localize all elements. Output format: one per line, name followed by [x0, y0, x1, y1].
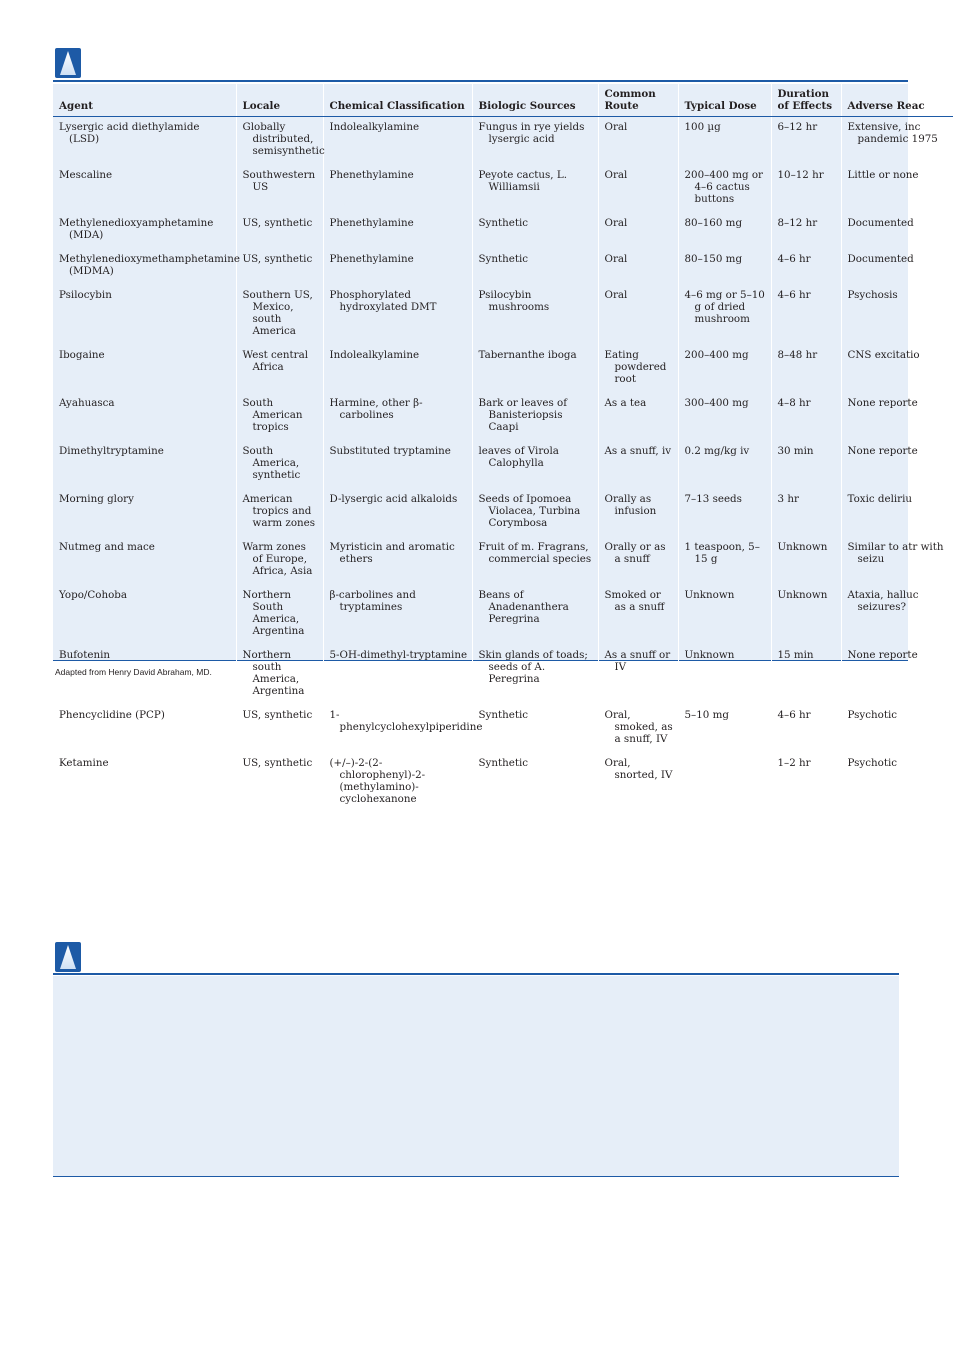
table-row — [53, 753, 953, 813]
table-row — [53, 213, 953, 249]
table-top-rule — [53, 80, 908, 82]
cell-text: Methylenedioxyamphetamine (MDA) — [59, 217, 214, 241]
cell-text: Psilocybin — [59, 289, 112, 301]
cell-text: Oral — [604, 169, 628, 181]
table-cell — [323, 393, 472, 441]
cell-text: Lysergic acid diethylamide (LSD) — [59, 121, 200, 145]
cell-text: Unknown — [684, 649, 735, 661]
cell-text: Little or none — [847, 169, 919, 181]
cell-text: As a tea — [604, 397, 647, 409]
table-cell — [598, 489, 678, 537]
cell-text: Phenethylamine — [329, 253, 414, 265]
table-cell — [678, 489, 771, 537]
table-cell — [841, 537, 953, 585]
table-cell — [53, 537, 236, 585]
table-cell — [236, 249, 323, 285]
cell-text: As a snuff or IV — [604, 649, 671, 673]
cell-text: Morning glory — [59, 493, 134, 505]
table-row — [53, 285, 953, 345]
cell-text: 4–6 hr — [777, 289, 811, 301]
cell-text: 4–8 hr — [777, 397, 811, 409]
cell-text: Similar to atr with seizu — [847, 541, 944, 565]
table-cell — [472, 489, 598, 537]
cell-text: Tabernanthe iboga — [478, 349, 577, 361]
table-cell — [771, 249, 841, 285]
cell-text: Dimethyltryptamine — [59, 445, 164, 457]
cell-text: Synthetic — [478, 757, 529, 769]
table-cell — [678, 345, 771, 393]
table-row — [53, 345, 953, 393]
table-cell — [841, 393, 953, 441]
table-cell — [678, 117, 771, 166]
cell-text: None reporte — [847, 445, 918, 457]
table-cell — [771, 393, 841, 441]
table-cell — [323, 213, 472, 249]
table-cell — [472, 393, 598, 441]
table-cell — [236, 753, 323, 813]
cell-text: 80–160 mg — [684, 217, 743, 229]
cell-text: 4–6 hr — [777, 709, 811, 721]
table-row — [53, 705, 953, 753]
cell-text: Northern south America, Argentina — [242, 649, 305, 697]
table-cell — [678, 393, 771, 441]
cell-text: Seeds of Ipomoea Violacea, Turbina Corymbosa — [478, 493, 581, 529]
cell-text: Mescaline — [59, 169, 113, 181]
cell-text: Unknown — [684, 589, 735, 601]
cell-text: 200–400 mg — [684, 349, 749, 361]
table-cell — [678, 645, 771, 705]
table-cell — [236, 345, 323, 393]
cell-text: 10–12 hr — [777, 169, 824, 181]
table-cell — [678, 705, 771, 753]
table-cell — [53, 441, 236, 489]
table-row — [53, 249, 953, 285]
cell-text: Synthetic — [478, 217, 529, 229]
cell-text: 100 µg — [684, 121, 721, 133]
panel-top-rule — [53, 973, 899, 975]
column-header: Biologic Sources — [472, 84, 598, 117]
cell-text: Synthetic — [478, 253, 529, 265]
table-footnote: Adapted from Henry David Abraham, MD. — [55, 667, 212, 677]
table-cell — [53, 585, 236, 645]
cell-text: 4–6 hr — [777, 253, 811, 265]
cell-text: 1 teaspoon, 5–15 g — [684, 541, 760, 565]
table-cell — [53, 213, 236, 249]
table-cell — [472, 249, 598, 285]
cell-text: 4–6 mg or 5–10 g of dried mushroom — [684, 289, 765, 325]
cell-text: 1–2 hr — [777, 757, 811, 769]
cell-text: Southern US, Mexico, south America — [242, 289, 313, 337]
column-header: Common Route — [598, 84, 678, 117]
table-cell — [236, 645, 323, 705]
table-row — [53, 165, 953, 213]
column-header: Agent — [53, 84, 236, 117]
table-cell — [771, 117, 841, 166]
table-cell — [53, 117, 236, 166]
cell-text: 8–12 hr — [777, 217, 818, 229]
cell-text: 1-phenylcyclohexylpiperidine — [329, 709, 483, 733]
table-cell — [472, 165, 598, 213]
table-cell — [323, 249, 472, 285]
cell-text: US, synthetic — [242, 217, 313, 229]
table-cell — [236, 117, 323, 166]
table-cell — [598, 585, 678, 645]
table-cell — [598, 285, 678, 345]
cell-text: US, synthetic — [242, 757, 313, 769]
table-cell — [236, 441, 323, 489]
table-cell — [841, 117, 953, 166]
table-cell — [841, 285, 953, 345]
table-cell — [771, 753, 841, 813]
cell-text: Indolealkylamine — [329, 121, 420, 133]
table-cell — [841, 645, 953, 705]
cell-text: CNS excitatio — [847, 349, 920, 361]
cell-text: 300–400 mg — [684, 397, 749, 409]
table-cell — [598, 645, 678, 705]
cell-text: Extensive, inc pandemic 1975 — [847, 121, 938, 145]
table-cell — [472, 705, 598, 753]
table-cell — [841, 585, 953, 645]
panel-logo-icon — [55, 942, 81, 972]
table-cell — [53, 285, 236, 345]
cell-text: D-lysergic acid alkaloids — [329, 493, 458, 505]
cell-text: Oral, smoked, as a snuff, IV — [604, 709, 673, 745]
table-row — [53, 489, 953, 537]
table-cell — [472, 753, 598, 813]
cell-text: Oral — [604, 289, 628, 301]
cell-text: Bufotenin — [59, 649, 110, 661]
cell-text: Globally distributed, semisynthetic — [242, 121, 325, 157]
table-cell — [53, 345, 236, 393]
cell-text: Phenethylamine — [329, 217, 414, 229]
cell-text: Psychotic — [847, 757, 898, 769]
table-cell — [841, 489, 953, 537]
cell-text: 30 min — [777, 445, 814, 457]
table-cell — [771, 441, 841, 489]
table-cell — [598, 165, 678, 213]
table-cell — [678, 537, 771, 585]
cell-text: Psychosis — [847, 289, 898, 301]
table-cell — [472, 537, 598, 585]
column-header: Adverse Reac — [841, 84, 953, 117]
cell-text: Warm zones of Europe, Africa, Asia — [242, 541, 313, 577]
table-cell — [472, 213, 598, 249]
cell-text: Nutmeg and mace — [59, 541, 155, 553]
cell-text: 15 min — [777, 649, 814, 661]
cell-text: None reporte — [847, 649, 918, 661]
table-cell — [236, 537, 323, 585]
table-row — [53, 537, 953, 585]
cell-text: Orally or as a snuff — [604, 541, 666, 565]
table-grid — [53, 84, 953, 813]
cell-text: Synthetic — [478, 709, 529, 721]
cell-text: β-carbolines and tryptamines — [329, 589, 416, 613]
table-cell — [771, 585, 841, 645]
table-cell — [53, 393, 236, 441]
cell-text: Fungus in rye yields lysergic acid — [478, 121, 585, 145]
table-cell — [678, 285, 771, 345]
table-cell — [236, 213, 323, 249]
cell-text: American tropics and warm zones — [242, 493, 316, 529]
cell-text: 80–150 mg — [684, 253, 743, 265]
cell-text: Psilocybin mushrooms — [478, 289, 550, 313]
cell-text: Oral — [604, 253, 628, 265]
table-cell — [323, 345, 472, 393]
table-cell — [771, 165, 841, 213]
cell-text: 6–12 hr — [777, 121, 818, 133]
table-cell — [53, 489, 236, 537]
cell-text: Bark or leaves of Banisteriopsis Caapi — [478, 397, 568, 433]
table-row — [53, 117, 953, 166]
table-cell — [53, 705, 236, 753]
cell-text: Indolealkylamine — [329, 349, 420, 361]
table-cell — [771, 645, 841, 705]
cell-text: 7–13 seeds — [684, 493, 742, 505]
table-cell — [598, 705, 678, 753]
cell-text: Unknown — [777, 589, 828, 601]
cell-text: Oral, snorted, IV — [604, 757, 673, 781]
table-cell — [678, 441, 771, 489]
table-cell — [598, 213, 678, 249]
table-cell — [472, 345, 598, 393]
table-cell — [236, 489, 323, 537]
cell-text: Phosphorylated hydroxylated DMT — [329, 289, 437, 313]
cell-text: South America, synthetic — [242, 445, 301, 481]
table-cell — [472, 117, 598, 166]
cell-text: Southwestern US — [242, 169, 316, 193]
table-header-row — [53, 84, 953, 117]
cell-text: Ataxia, halluc seizures? — [847, 589, 919, 613]
table-cell — [598, 249, 678, 285]
cell-text: Phencyclidine (PCP) — [59, 709, 165, 721]
table-cell — [53, 249, 240, 285]
cell-text: 5–10 mg — [684, 709, 729, 721]
table-cell — [841, 165, 953, 213]
cell-text: 8–48 hr — [777, 349, 818, 361]
cell-text: Skin glands of toads; seeds of A. Peregrina — [478, 649, 588, 685]
empty-panel — [53, 976, 899, 1177]
cell-text: Oral — [604, 121, 628, 133]
table-cell — [236, 285, 323, 345]
table-cell — [472, 585, 598, 645]
table-cell — [678, 165, 771, 213]
cell-text: US, synthetic — [242, 253, 313, 265]
table-cell — [323, 165, 472, 213]
table-cell — [678, 249, 771, 285]
table-cell — [771, 285, 841, 345]
cell-text: 3 hr — [777, 493, 799, 505]
cell-text: Documented — [847, 217, 914, 229]
table-cell — [598, 345, 678, 393]
cell-text: Ibogaine — [59, 349, 105, 361]
table-cell — [841, 249, 953, 285]
cell-text: Peyote cactus, L. Williamsii — [478, 169, 567, 193]
table-cell — [323, 441, 472, 489]
table-cell — [236, 705, 323, 753]
cell-text: Toxic deliriu — [847, 493, 913, 505]
table-cell — [598, 117, 678, 166]
cell-text: Psychotic — [847, 709, 898, 721]
column-header: Typical Dose — [678, 84, 771, 117]
table-cell — [598, 753, 678, 813]
cell-text: Beans of Anadenanthera Peregrina — [478, 589, 569, 625]
cell-text: Smoked or as a snuff — [604, 589, 665, 613]
table-cell — [323, 753, 472, 813]
cell-text: Northern South America, Argentina — [242, 589, 305, 637]
cell-text: Substituted tryptamine — [329, 445, 451, 457]
table-cell — [53, 165, 236, 213]
cell-text: Yopo/Cohoba — [59, 589, 128, 601]
table-logo-icon — [55, 48, 81, 78]
table-cell — [771, 705, 841, 753]
column-header: Locale — [236, 84, 323, 117]
table-cell — [323, 705, 483, 753]
table-cell — [472, 645, 598, 705]
table-row — [53, 585, 953, 645]
cell-text: Ketamine — [59, 757, 109, 769]
cell-text: 0.2 mg/kg iv — [684, 445, 750, 457]
table-row — [53, 393, 953, 441]
column-header: Duration of Effects — [771, 84, 841, 117]
table-cell — [472, 441, 598, 489]
table-cell — [236, 585, 323, 645]
table-cell — [771, 213, 841, 249]
cell-text: Harmine, other β-carbolines — [329, 397, 423, 421]
table-cell — [236, 165, 323, 213]
table-cell — [598, 393, 678, 441]
cell-text: Orally as infusion — [604, 493, 657, 517]
cell-text: West central Africa — [242, 349, 309, 373]
cell-text: Documented — [847, 253, 914, 265]
cell-text: Fruit of m. Fragrans, commercial species — [478, 541, 592, 565]
cell-text: Eating powdered root — [604, 349, 667, 385]
cell-text: Oral — [604, 217, 628, 229]
cell-text: 5-OH-dimethyl-tryptamine — [329, 649, 468, 661]
table-cell — [678, 585, 771, 645]
table-cell — [323, 285, 472, 345]
table-cell — [53, 753, 236, 813]
table-row — [53, 441, 953, 489]
table-cell — [323, 537, 472, 585]
cell-text: 200–400 mg or 4–6 cactus buttons — [684, 169, 763, 205]
table-cell — [323, 585, 472, 645]
cell-text: (+/–)-2-(2-chlorophenyl)-2-(methylamino)-cyclohexanone — [329, 757, 426, 805]
cell-text: As a snuff, iv — [604, 445, 672, 457]
table-cell — [598, 441, 678, 489]
table-cell — [678, 213, 771, 249]
cell-text: leaves of Virola Calophylla — [478, 445, 559, 469]
cell-text: South American tropics — [242, 397, 303, 433]
table-cell — [323, 645, 472, 705]
table-cell — [236, 393, 323, 441]
table-cell — [841, 441, 953, 489]
cell-text: Unknown — [777, 541, 828, 553]
cell-text: Ayahuasca — [59, 397, 115, 409]
cell-text: Myristicin and aromatic ethers — [329, 541, 455, 565]
table-cell — [841, 705, 953, 753]
cell-text: Methylenedioxymethamphetamine (MDMA) — [59, 253, 240, 277]
table-cell — [771, 489, 841, 537]
table-cell — [472, 285, 598, 345]
table-cell — [841, 753, 953, 813]
table-cell — [323, 117, 472, 166]
table-cell — [323, 489, 472, 537]
cell-text: US, synthetic — [242, 709, 313, 721]
column-header: Chemical Classification — [323, 84, 472, 117]
table-cell — [678, 753, 771, 813]
cell-text: Phenethylamine — [329, 169, 414, 181]
table-cell — [841, 213, 953, 249]
cell-text: None reporte — [847, 397, 918, 409]
table-cell — [771, 537, 841, 585]
table-cell — [771, 345, 841, 393]
table-cell — [841, 345, 953, 393]
table-cell — [598, 537, 678, 585]
